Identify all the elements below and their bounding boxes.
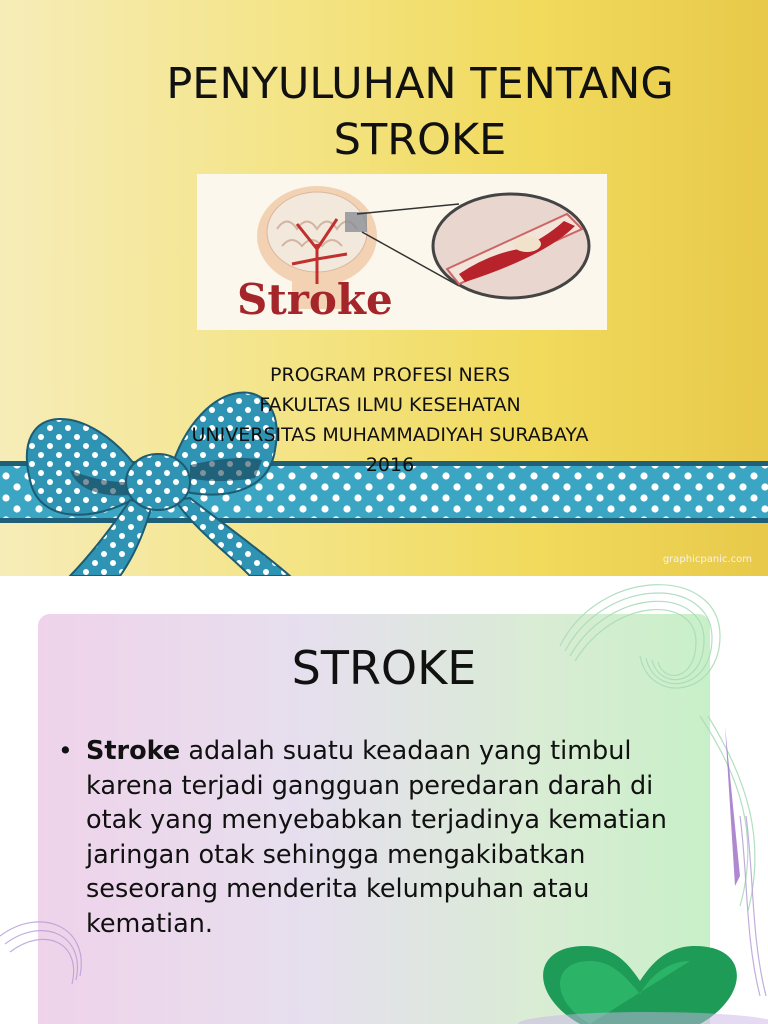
definition-text (86, 734, 668, 941)
subtitle-line: PROGRAM PROFESI NERS (270, 364, 510, 386)
bullet-bold-term: Stroke (86, 736, 181, 766)
subtitle-line: 2016 (365, 454, 415, 476)
stroke-word: Stroke (237, 275, 393, 324)
slide-definition (0, 576, 768, 1024)
subtitle-line: UNIVERSITAS MUHAMMADIYAH SURABAYA (191, 424, 589, 446)
title-line-2: STROKE (333, 115, 507, 165)
bullet-item (58, 734, 668, 941)
slide-heading: STROKE (291, 641, 477, 695)
stroke-illustration (197, 174, 607, 330)
brain-artery-illustration (197, 174, 607, 330)
title-line-1: PENYULUHAN TENTANG (166, 59, 674, 109)
bullet-body: adalah suatu keadaan yang timbul karena terjadi gangguan peredaran darah di otak yang menyebabkan terjadinya kematian jaringan otak sehingga mengakibatkan seseorang menderita kelumpuhan atau kematian. (86, 736, 667, 939)
subtitle-block (150, 360, 630, 480)
slide-title-text (110, 56, 730, 168)
image-credit: graphicpanic.com (662, 554, 752, 565)
subtitle-line: FAKULTAS ILMU KESEHATAN (259, 394, 521, 416)
bullet-marker: • (58, 736, 73, 765)
